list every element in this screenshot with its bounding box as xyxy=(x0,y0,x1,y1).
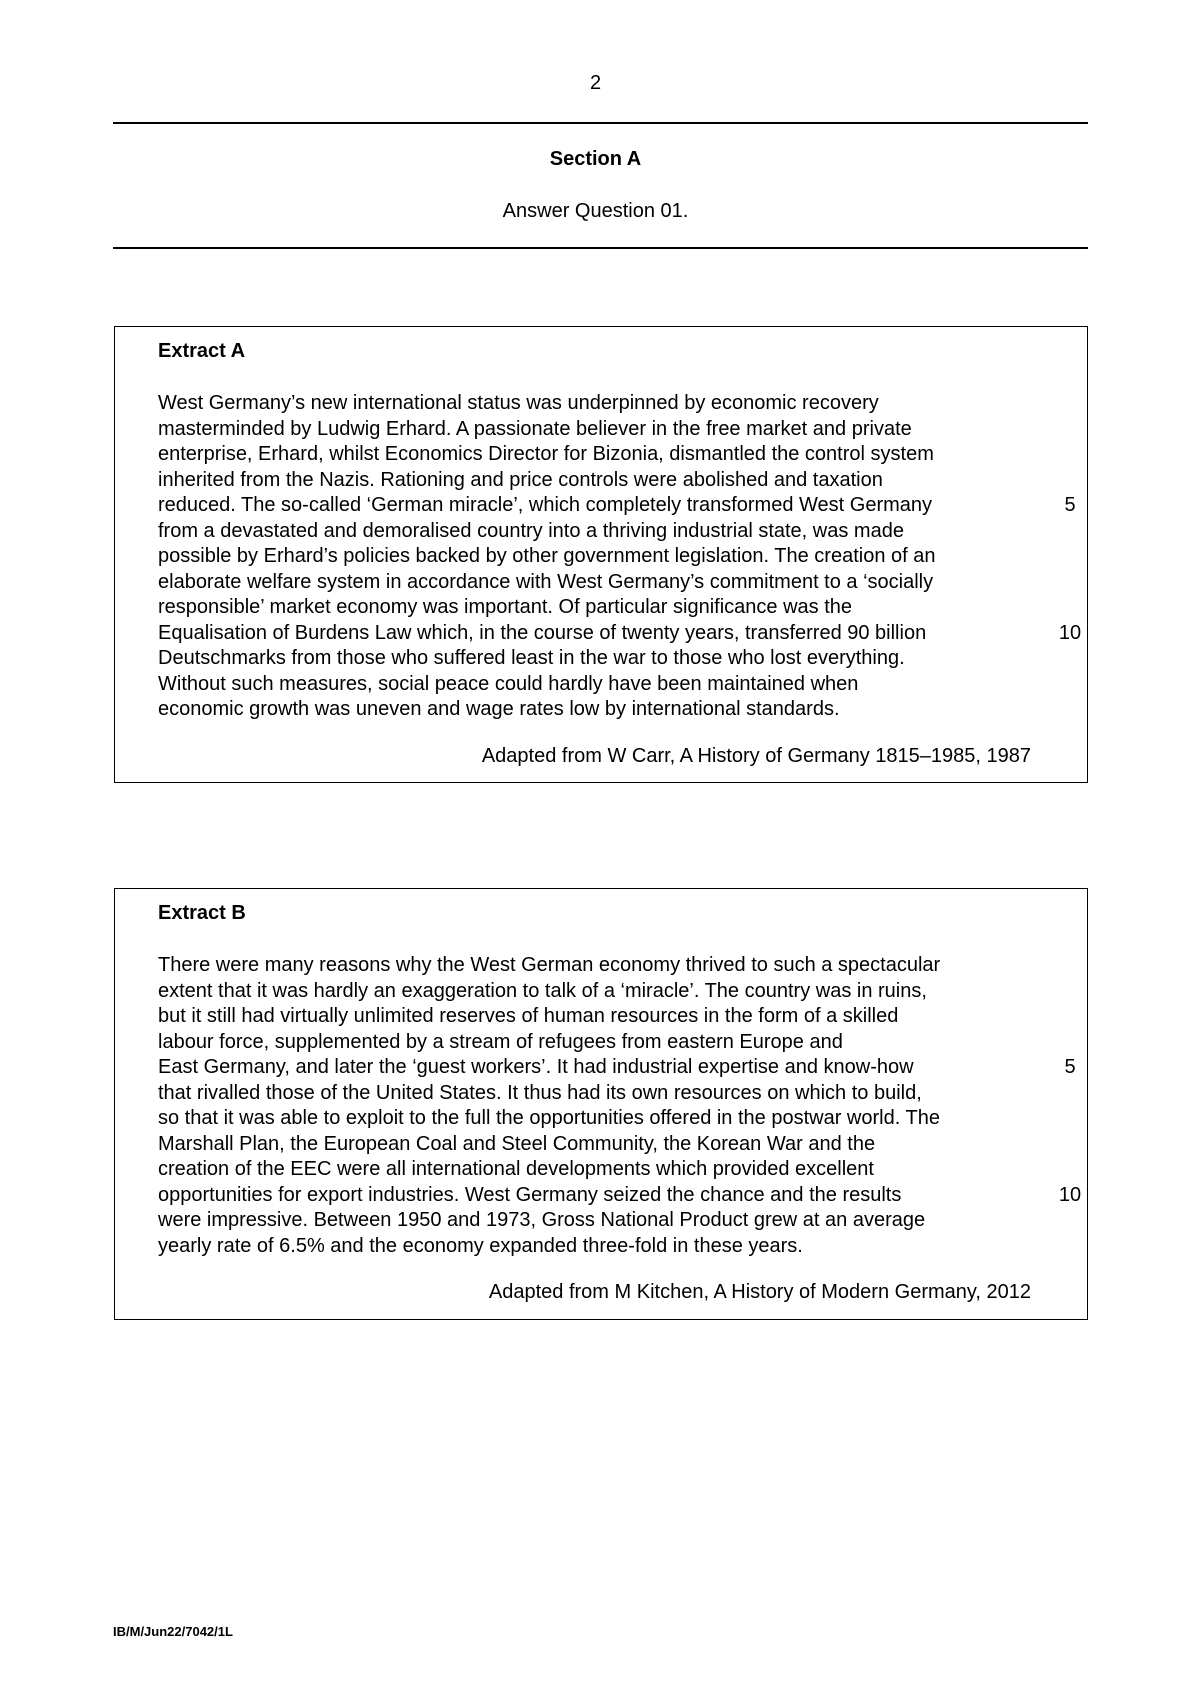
section-instruction: Answer Question 01. xyxy=(502,200,689,222)
footer-code: IB/M/Jun22/7042/1L xyxy=(113,1624,233,1639)
page-number: 2 xyxy=(589,72,602,94)
extract-a-line-7: possible by Erhard’s policies backed by other government legislation. The creation of an xyxy=(158,545,936,567)
extract-b-line-12: yearly rate of 6.5% and the economy expanded three-fold in these years. xyxy=(158,1234,803,1257)
extract-b-line-3: but it still had virtually unlimited reserves of human resources in the form of a skilled xyxy=(158,1005,899,1027)
extract-a-line-5: reduced. The so-called ‘German miracle’, which completely transformed West Germany xyxy=(158,494,933,516)
section-title: Section A xyxy=(549,148,642,170)
extract-b-line-1: There were many reasons why the West German economy thrived to such a spectacular xyxy=(158,954,941,976)
extract-a-line-number-10: 10 xyxy=(1058,621,1082,644)
extract-b-box xyxy=(114,888,1088,1320)
extract-a-line-10: Equalisation of Burdens Law which, in the course of twenty years, transferred 90 billion xyxy=(158,621,927,644)
extract-a-line-4: inherited from the Nazis. Rationing and price controls were abolished and taxation xyxy=(158,468,883,491)
extract-a-line-number-5: 5 xyxy=(1064,494,1076,516)
extract-a-line-9: responsible’ market economy was important. Of particular significance was the xyxy=(158,596,853,618)
extract-b-line-11: were impressive. Between 1950 and 1973, Gross National Product grew at an average xyxy=(158,1209,926,1231)
extract-a-line-3: enterprise, Erhard, whilst Economics Director for Bizonia, dismantled the control system xyxy=(158,443,934,465)
extract-b-heading: Extract B xyxy=(158,902,246,924)
extract-b-line-4: labour force, supplemented by a stream of refugees from eastern Europe and xyxy=(158,1030,843,1053)
extract-a-line-8: elaborate welfare system in accordance with West Germany’s commitment to a ‘socially xyxy=(158,570,934,593)
extract-b-line-7: so that it was able to exploit to the full the opportunities offered in the postwar world. The xyxy=(158,1107,940,1129)
extract-a-box xyxy=(114,326,1088,783)
extract-a-line-6: from a devastated and demoralised country into a thriving industrial state, was made xyxy=(158,519,904,542)
extract-b-line-number-10: 10 xyxy=(1058,1183,1082,1206)
extract-a-line-1: West Germany’s new international status was underpinned by economic recovery xyxy=(158,392,879,414)
extract-a-source: Adapted from W Carr, A History of Germany 1815–1985, 1987 xyxy=(481,745,1031,767)
extract-a-text xyxy=(158,391,1058,723)
extract-b-line-5: East Germany, and later the ‘guest workers’. It had industrial expertise and know-how xyxy=(158,1056,914,1078)
extract-a-line-2: masterminded by Ludwig Erhard. A passionate believer in the free market and private xyxy=(158,417,912,440)
extract-b-line-9: creation of the EEC were all international developments which provided excellent xyxy=(158,1158,874,1180)
extract-b-line-2: extent that it was hardly an exaggeration to talk of a ‘miracle’. The country was in ruins, xyxy=(158,979,927,1002)
extract-a-heading: Extract A xyxy=(158,340,246,362)
extract-b-line-6: that rivalled those of the United States. It thus had its own resources on which to build, xyxy=(158,1081,922,1104)
extract-b-source: Adapted from M Kitchen, A History of Modern Germany, 2012 xyxy=(488,1281,1031,1303)
extract-b-text xyxy=(158,953,1058,1259)
bottom-divider xyxy=(113,247,1088,249)
extract-a-line-11: Deutschmarks from those who suffered least in the war to those who lost everything. xyxy=(158,647,905,669)
extract-b-line-8: Marshall Plan, the European Coal and Steel Community, the Korean War and the xyxy=(158,1132,876,1155)
extract-a-line-13: economic growth was uneven and wage rates low by international standards. xyxy=(158,698,840,720)
extract-b-line-number-5: 5 xyxy=(1064,1056,1076,1078)
extract-b-line-10: opportunities for export industries. West Germany seized the chance and the results xyxy=(158,1183,902,1206)
extract-a-line-12: Without such measures, social peace could hardly have been maintained when xyxy=(158,672,859,695)
top-divider xyxy=(113,122,1088,124)
